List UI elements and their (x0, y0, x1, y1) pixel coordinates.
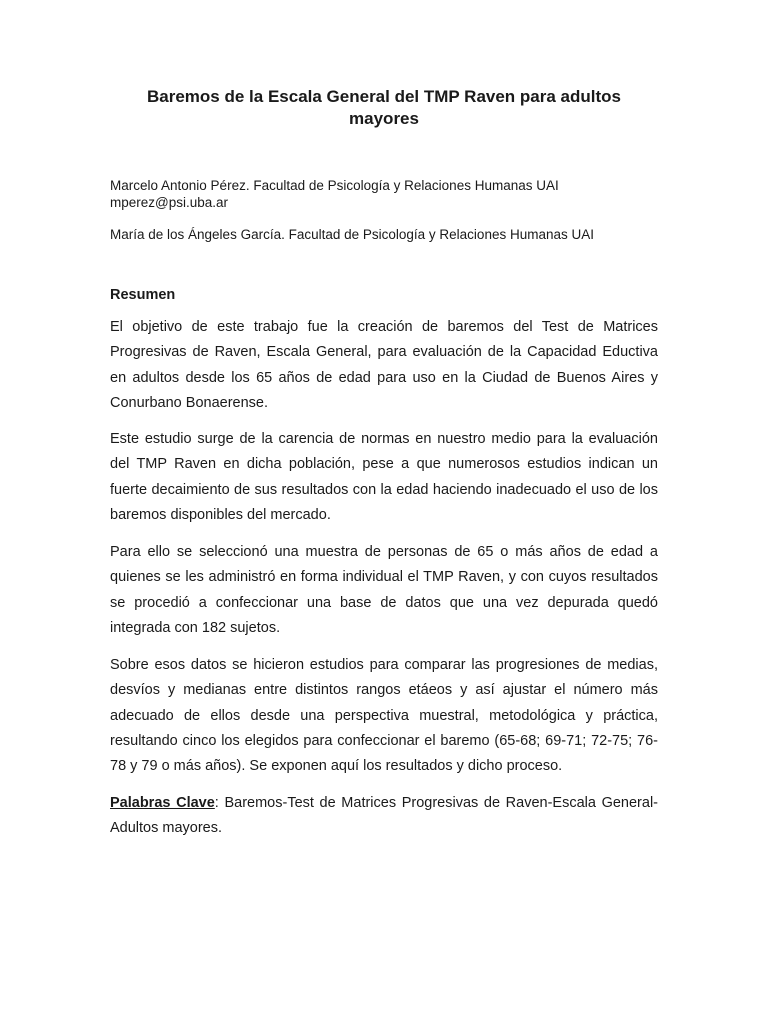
keywords-label: Palabras Clave (110, 795, 215, 811)
keywords-paragraph (110, 791, 658, 842)
abstract-paragraph-1: El objetivo de este trabajo fue la creación de baremos del Test de Matrices Progresivas de Raven, Escala General, para evaluación de la Capacidad Eductiva en adultos desde los 65 años de edad para uso en la Ciudad de Buenos Aires y Conurbano Bonaerense. (110, 319, 658, 411)
abstract-paragraph-3: Para ello se seleccionó una muestra de personas de 65 o más años de edad a quienes se les administró en forma individual el TMP Raven, y con cuyos resultados se procedió a confeccionar una base de datos que una vez depurada quedó integrada con 182 sujetos. (110, 544, 658, 636)
abstract-heading: Resumen (110, 287, 176, 303)
author-1-affiliation: Marcelo Antonio Pérez. Facultad de Psicología y Relaciones Humanas UAI (110, 178, 559, 193)
keywords-text: Baremos-Test de Matrices Progresivas de Raven-Escala General-Adultos mayores. (110, 795, 658, 837)
abstract-paragraph-4: Sobre esos datos se hicieron estudios para comparar las progresiones de medias, desvíos y medianas entre distintos rangos etáeos y así ajustar el número más adecuado de ellos desde una perspectiva muestral, metodológica y práctica, resultando cinco los elegidos para confeccionar el baremo (65-68; 69-71; 72-75; 76-78 y 79 o más años). Se exponen aquí los resultados y dicho proceso. (110, 657, 658, 775)
author-block-1 (110, 177, 670, 211)
abstract-paragraph-2: Este estudio surge de la carencia de normas en nuestro medio para la evaluación del TMP Raven en dicha población, pese a que numerosos estudios indican un fuerte decaimiento de sus resultados con la edad haciendo inadecuado el uso de los baremos disponibles del mercado. (110, 431, 658, 523)
author-1-email: mperez@psi.uba.ar (110, 195, 229, 210)
keywords-separator: : (214, 795, 219, 811)
document-title: Baremos de la Escala General del TMP Raven para adultos mayores (147, 87, 621, 128)
author-2-affiliation: María de los Ángeles García. Facultad de Psicología y Relaciones Humanas UAI (110, 227, 594, 242)
author-block-2 (110, 226, 670, 243)
